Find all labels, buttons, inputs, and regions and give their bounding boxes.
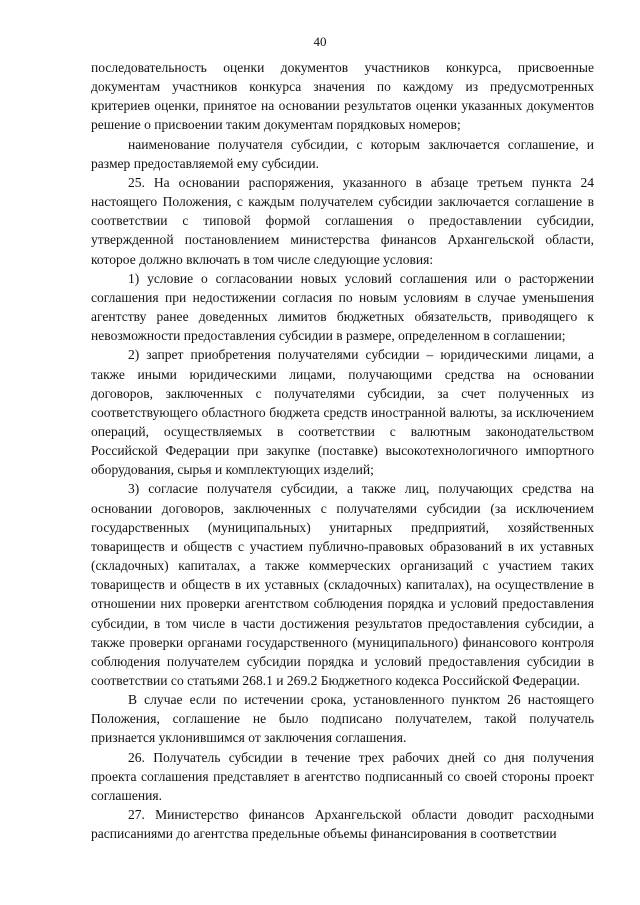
paragraph-condition-1: 1) условие о согласовании новых условий соглашения или о расторжении соглашения при недостижении согласия по новым условиям в случае уменьшения агентству ранее доведенных лимитов бюджетных обязательств, приводящего к невозможности предоставления субсидии в размере, определенном в соглашении;: [91, 270, 594, 344]
page-number: 40: [313, 34, 327, 49]
document-body: [91, 58, 594, 843]
paragraph-clause-27: 27. Министерство финансов Архангельской области доводит расходными расписаниями до агентства предельные объемы финансирования в соответствии: [91, 807, 594, 842]
paragraph-condition-3: 3) согласие получателя субсидии, а также лиц, получающих средства на основании договоров, заключенных с получателями субсидии (за исключением государственных (муниципальных) унитарных предприятий, хозяйственных товариществ и обществ с участием публично-правовых образований в их уставных (складочных) капиталах, а также коммерческих организаций с участием таких товариществ и обществ в их уставных (складочных) капиталах), на осуществление в отношении них проверки агентством соблюдения порядка и условий предоставления субсидии, в том числе в части достижения результатов предоставления субсидии, а также проверки органами государственного (муниципального) финансового контроля соблюдения получателем субсидии порядка и условий предоставления субсидии в соответствии со статьями 268.1 и 269.2 Бюджетного кодекса Российской Федерации.: [91, 481, 594, 688]
paragraph-recipient-name: наименование получателя субсидии, с которым заключается соглашение, и размер предоставляемой ему субсидии.: [91, 136, 594, 171]
paragraph-clause-26: 26. Получатель субсидии в течение трех рабочих дней со дня получения проекта соглашения представляет в агентство подписанный со своей стороны проект соглашения.: [91, 749, 594, 803]
paragraph-unsigned-agreement: В случае если по истечении срока, установленного пунктом 26 настоящего Положения, соглашение не было подписано получателем, такой получатель признается уклонившимся от заключения соглашения.: [91, 692, 594, 746]
paragraph-condition-2: 2) запрет приобретения получателями субсидии – юридическими лицами, а также иными юридическими лицами, получающими средства на основании договоров, заключенных с получателями субсидии, за счет полученных из соответствующего областного бюджета средств иностранной валюты, за исключением операций, осуществляемых в соответствии с валютным законодательством Российской Федерации при закупке (поставке) высокотехнологичного импортного оборудования, сырья и комплектующих изделий;: [91, 347, 594, 478]
paragraph-evaluation-sequence: последовательность оценки документов участников конкурса, присвоенные документам участников конкурса значения по каждому из предусмотренных критериев оценки, принятое на основании результатов оценки указанных документов решение о присвоении таким документам порядковых номеров;: [91, 60, 594, 133]
paragraph-clause-25: 25. На основании распоряжения, указанного в абзаце третьем пункта 24 настоящего Положения, с каждым получателем субсидии заключается соглашение в соответствии с типовой формой соглашения о предоставлении субсидии, утвержденной постановлением министерства финансов Архангельской области, которое должно включать в том числе следующие условия:: [91, 174, 594, 267]
